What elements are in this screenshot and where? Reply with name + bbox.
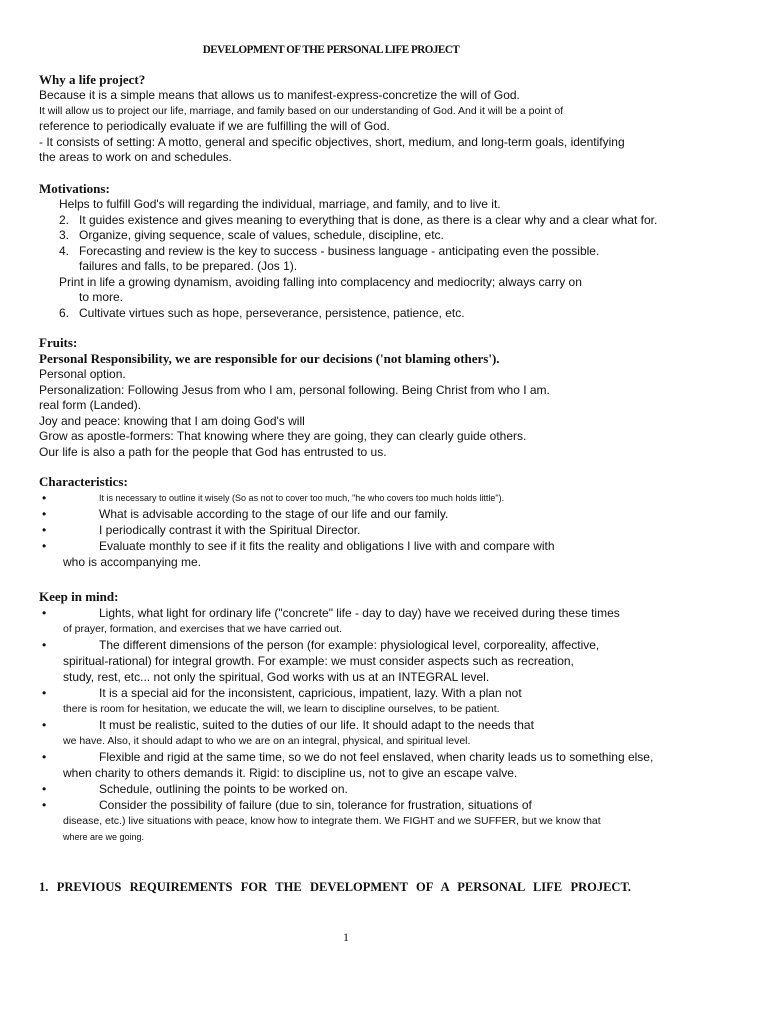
section-1-heading: 1. PREVIOUS REQUIREMENTS FOR THE DEVELOPMENT OF A PERSONAL LIFE PROJECT. <box>39 880 631 894</box>
list-number: 6. <box>59 305 70 320</box>
list-number: 4. <box>59 243 70 258</box>
keep-text-continued: disease, etc.) live situations with peace, know how to integrate them. We FIGHT and we SUFFER, but we know that <box>63 815 601 827</box>
fruits-section <box>39 335 768 460</box>
document-title: DEVELOPMENT OF THE PERSONAL LIFE PROJECT <box>202 42 460 56</box>
fruits-line: Personalization: Following Jesus from who I am, personal following. Being Christ from who I am. <box>39 382 550 397</box>
keep-text-continued: when charity to others demands it. Rigid: to discipline us, not to give an escape valve. <box>63 766 518 780</box>
characteristic-text-continued: who is accompanying me. <box>63 555 202 569</box>
characteristic-text: Evaluate monthly to see if it fits the reality and obligations I live with and compare with <box>99 539 555 553</box>
bullet-icon: • <box>42 491 47 505</box>
fruits-heading: Fruits: <box>39 335 78 350</box>
characteristic-text: What is advisable according to the stage of our life and our family. <box>99 507 449 521</box>
fruits-line: Our life is also a path for the people that God has entrusted to us. <box>39 444 387 459</box>
list-item <box>39 749 768 781</box>
list-item <box>39 244 768 275</box>
keep-text: Flexible and rigid at the same time, so we do not feel enslaved, when charity leads us to something else, <box>99 750 654 764</box>
list-item <box>39 275 768 306</box>
list-item <box>39 637 768 685</box>
bullet-icon: • <box>42 798 47 812</box>
why-line: It will allow us to project our life, marriage, and family based on our understanding of God. And it will be a point of <box>39 104 564 117</box>
keep-text: It is a special aid for the inconsistent, capricious, impatient, lazy. With a plan not <box>99 686 522 700</box>
keep-text: Lights, what light for ordinary life ("concrete" life - day to day) have we received during these times <box>99 606 620 620</box>
list-item <box>39 605 768 637</box>
characteristics-section <box>39 474 768 570</box>
list-item <box>39 781 768 797</box>
list-number: 3. <box>59 228 70 242</box>
bullet-icon: • <box>42 686 47 700</box>
list-item <box>39 506 768 522</box>
list-item <box>39 685 768 717</box>
keep-text-continued: of prayer, formation, and exercises that we have carried out. <box>63 623 342 635</box>
motivations-list <box>39 197 768 321</box>
why-section <box>39 72 768 166</box>
characteristic-text: I periodically contrast it with the Spiritual Director. <box>99 523 361 537</box>
motivation-text: Print in life a growing dynamism, avoiding falling into complacency and mediocrity; always carry on <box>59 274 582 289</box>
keep-in-mind-heading: Keep in mind: <box>39 589 119 604</box>
why-line: - It consists of setting: A motto, general and specific objectives, short, medium, and long-term goals, identifying <box>39 134 625 149</box>
list-item <box>39 538 768 570</box>
keep-text-continued: where are we going. <box>63 832 145 842</box>
motivation-text: Helps to fulfill God's will regarding the individual, marriage, and family, and to live it. <box>59 197 501 211</box>
list-item <box>39 797 768 845</box>
bullet-icon: • <box>42 718 47 732</box>
bullet-icon: • <box>42 539 47 553</box>
motivations-section <box>39 181 768 321</box>
bullet-icon: • <box>42 638 47 652</box>
fruits-line: Grow as apostle-formers: That knowing where they are going, they can clearly guide others. <box>39 429 527 443</box>
list-number: 2. <box>59 212 70 227</box>
fruits-line: real form (Landed). <box>39 398 142 412</box>
why-line: the areas to work on and schedules. <box>39 150 232 164</box>
list-item <box>39 228 768 244</box>
keep-text-continued: there is room for hesitation, we educate the will, we learn to discipline ourselves, to be patient. <box>63 703 500 715</box>
bullet-icon: • <box>42 523 47 537</box>
page-number: 1 <box>343 930 349 944</box>
characteristics-heading: Characteristics: <box>39 474 128 489</box>
motivation-text: Organize, giving sequence, scale of values, schedule, discipline, etc. <box>79 228 444 242</box>
motivation-text-continued: failures and falls, to be prepared. (Jos 1). <box>79 259 298 273</box>
why-line: reference to periodically evaluate if we are fulfilling the will of God. <box>39 119 390 133</box>
bullet-icon: • <box>42 782 47 796</box>
why-line: Because it is a simple means that allows us to manifest-express-concretize the will of God. <box>39 88 520 102</box>
fruits-line: Personal option. <box>39 367 126 381</box>
characteristic-text: It is necessary to outline it wisely (So as not to cover too much, "he who covers too much holds little"). <box>99 493 505 503</box>
keep-in-mind-section <box>39 589 768 845</box>
motivation-text-continued: to more. <box>79 290 124 304</box>
motivation-text: It guides existence and gives meaning to everything that is done, as there is a clear why and a clear what for. <box>79 212 658 227</box>
bullet-icon: • <box>42 507 47 521</box>
list-item <box>39 213 768 229</box>
motivations-heading: Motivations: <box>39 181 110 196</box>
keep-text: Schedule, outlining the points to be worked on. <box>99 782 348 796</box>
list-item <box>39 522 768 538</box>
list-item <box>39 717 768 749</box>
bullet-icon: • <box>42 750 47 764</box>
list-item <box>39 197 768 213</box>
keep-text: The different dimensions of the person (for example: physiological level, corporeality, affective, <box>99 638 600 652</box>
fruits-line: Joy and peace: knowing that I am doing God's will <box>39 413 305 428</box>
list-item <box>39 490 768 506</box>
keep-text: Consider the possibility of failure (due to sin, tolerance for frustration, situations of <box>99 798 532 812</box>
keep-text-continued: study, rest, etc... not only the spiritual, God works with us at an INTEGRAL level. <box>63 670 490 684</box>
bullet-icon: • <box>42 606 47 620</box>
keep-text: It must be realistic, suited to the duties of our life. It should adapt to the needs that <box>99 718 534 732</box>
list-item <box>39 306 768 322</box>
why-heading: Why a life project? <box>39 72 146 87</box>
keep-text-continued: spiritual-rational) for integral growth. For example: we must consider aspects such as recreation, <box>63 654 574 668</box>
motivation-text: Cultivate virtues such as hope, perseverance, persistence, patience, etc. <box>79 305 465 320</box>
fruits-subheading: Personal Responsibility, we are responsible for our decisions ('not blaming others'). <box>39 351 500 366</box>
motivation-text: Forecasting and review is the key to success - business language - anticipating even the possible. <box>79 243 600 258</box>
keep-text-continued: we have. Also, it should adapt to who we are on an integral, physical, and spiritual level. <box>63 735 471 747</box>
